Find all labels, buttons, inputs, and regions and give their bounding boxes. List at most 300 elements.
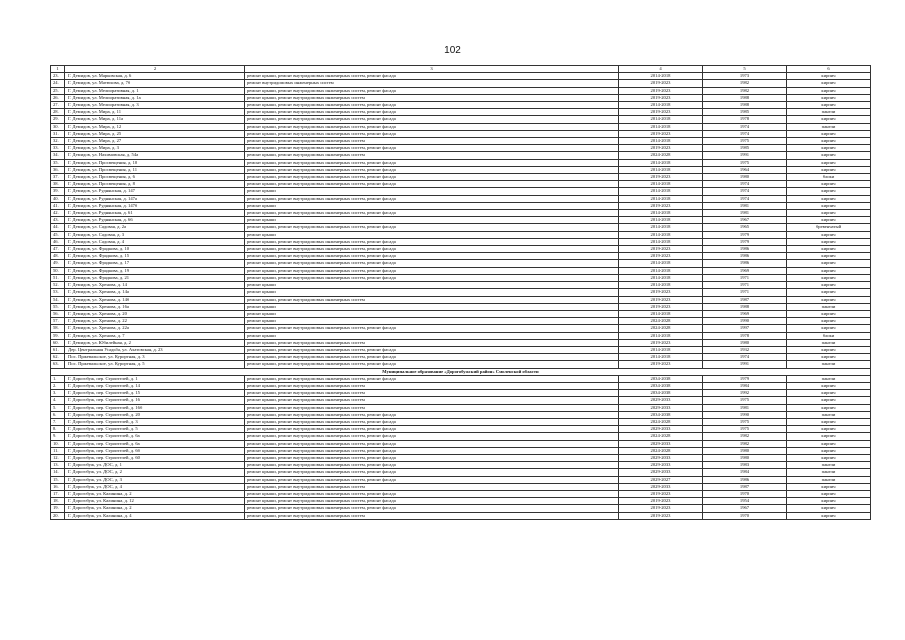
wall-material: кирпич [787, 426, 871, 433]
row-number: 33. [51, 145, 65, 152]
row-number: 62. [51, 354, 65, 361]
row-number: 49. [51, 260, 65, 267]
table-row [51, 512, 871, 519]
work-types: ремонт крыши, ремонт внутридомовых инженерных систем, ремонт фасада [245, 109, 619, 116]
year-built: 1988 [703, 94, 787, 101]
period: 2014-2018 [619, 260, 703, 267]
work-types: ремонт крыши, ремонт внутридомовых инженерных систем, ремонт фасада [245, 361, 619, 368]
address: Г. Демидов, ул. Хренова, д. 22 [65, 318, 245, 325]
row-number: 10. [51, 440, 65, 447]
table-row [51, 361, 871, 368]
row-number: 61. [51, 346, 65, 353]
year-built: 1965 [703, 224, 787, 231]
year-built: 1986 [703, 260, 787, 267]
address: Г. Демидов, ул. Нахимовская, д. 54а [65, 152, 245, 159]
table-row [51, 246, 871, 253]
work-types: ремонт крыши, ремонт внутридомовых инженерных систем [245, 138, 619, 145]
period: 2014-2018 [619, 123, 703, 130]
work-types: ремонт крыши, ремонт внутридомовых инженерных систем [245, 404, 619, 411]
year-built: 1967 [703, 217, 787, 224]
row-number: 11. [51, 447, 65, 454]
period: 2029-2033 [619, 469, 703, 476]
row-number: 38. [51, 181, 65, 188]
period: 2019-2023 [619, 339, 703, 346]
wall-material: кирпич [787, 274, 871, 281]
table-row [51, 202, 871, 209]
year-built: 1980 [703, 339, 787, 346]
table-row [51, 231, 871, 238]
address: Г. Демидов, ул. Просвещения, д. 11 [65, 166, 245, 173]
address: Г. Демидов, ул. Хренова, д. 14 [65, 282, 245, 289]
year-built: 1985 [703, 145, 787, 152]
table-row [51, 253, 871, 260]
wall-material: кирпич [787, 267, 871, 274]
year-built: 1986 [703, 476, 787, 483]
work-types: ремонт крыши [245, 318, 619, 325]
year-built: 1932 [703, 346, 787, 353]
year-built: 1975 [703, 397, 787, 404]
table-row [51, 195, 871, 202]
wall-material: кирпич [787, 505, 871, 512]
work-types: ремонт крыши, ремонт внутридомовых инженерных систем [245, 382, 619, 389]
work-types: ремонт крыши, ремонт внутридомовых инженерных систем [245, 483, 619, 490]
period: 2019-2023 [619, 246, 703, 253]
work-types: ремонт крыши, ремонт внутридомовых инженерных систем, ремонт фасада [245, 490, 619, 497]
period: 2029-2033 [619, 397, 703, 404]
year-built: 1974 [703, 195, 787, 202]
period: 2019-2023 [619, 512, 703, 519]
address: Г. Дорогобуж, пер. Строителей, д. 16 [65, 397, 245, 404]
table-row [51, 325, 871, 332]
year-built: 1979 [703, 238, 787, 245]
wall-material: кирпич [787, 217, 871, 224]
address: Г. Демидов, ул. Руднянская, д. 61 [65, 210, 245, 217]
row-number: 31. [51, 130, 65, 137]
work-types: ремонт крыши, ремонт внутридомовых инженерных систем, ремонт фасада [245, 238, 619, 245]
work-types: ремонт крыши, ремонт внутридомовых инженерных систем, ремонт фасада [245, 123, 619, 130]
wall-material: кирпич [787, 498, 871, 505]
table-row [51, 80, 871, 87]
year-built: 1982 [703, 87, 787, 94]
row-number: 51. [51, 274, 65, 281]
address: Г. Демидов, ул. Просвещения, д. 10 [65, 159, 245, 166]
wall-material: кирпич [787, 145, 871, 152]
row-number: 28. [51, 109, 65, 116]
wall-material: кирпич [787, 483, 871, 490]
work-types: ремонт крыши, ремонт внутридомовых инженерных систем, ремонт фасада [245, 274, 619, 281]
wall-material: бревенчатый [787, 224, 871, 231]
wall-material: кирпич [787, 130, 871, 137]
address: Г. Демидов, ул. Мира, д. 27 [65, 138, 245, 145]
year-built: 1974 [703, 123, 787, 130]
year-built: 1983 [703, 462, 787, 469]
table-row [51, 145, 871, 152]
address: 2 [65, 66, 245, 73]
work-types: ремонт крыши, ремонт внутридомовых инженерных систем [245, 512, 619, 519]
period: 2029-2033 [619, 426, 703, 433]
address: Г. Демидов, ул. Марковская, д. 6 [65, 73, 245, 80]
period: 2029-2033 [619, 462, 703, 469]
period: 2019-2023 [619, 361, 703, 368]
table-row [51, 346, 871, 353]
work-types: ремонт крыши, ремонт внутридомовых инженерных систем, ремонт фасада [245, 440, 619, 447]
work-types: ремонт крыши, ремонт внутридомовых инженерных систем, ремонт фасада [245, 130, 619, 137]
section-title: Муниципальное образование «Дорогобужский район» Смоленской области [51, 368, 871, 375]
year-built: 1991 [703, 361, 787, 368]
address: Г. Дорогобуж, пер. Строителей, д. 6а [65, 440, 245, 447]
work-types: ремонт крыши [245, 289, 619, 296]
year-built: 1985 [703, 109, 787, 116]
table-row [51, 498, 871, 505]
year-built: 1981 [703, 404, 787, 411]
period: 2029-2033 [619, 440, 703, 447]
year-built: 1970 [703, 490, 787, 497]
year-built: 1990 [703, 318, 787, 325]
work-types: ремонт крыши [245, 332, 619, 339]
row-number: 18. [51, 498, 65, 505]
year-built: 1978 [703, 116, 787, 123]
period: 2019-2023 [619, 490, 703, 497]
address: Г. Демидов, ул. Мира, д. 25 [65, 130, 245, 137]
wall-material: кирпич [787, 102, 871, 109]
address: Г. Демидов, ул. Хренова, д. 14б [65, 296, 245, 303]
work-types: ремонт крыши [245, 202, 619, 209]
year-built: 1974 [703, 130, 787, 137]
work-types: ремонт крыши, ремонт внутридомовых инженерных систем, ремонт фасада [245, 174, 619, 181]
address: Г. Дорогобуж, ул. ДОС, д. 4 [65, 483, 245, 490]
address: Г. Демидов, ул. Садовая, д. 4 [65, 238, 245, 245]
work-types: ремонт крыши, ремонт внутридомовых инженерных систем [245, 296, 619, 303]
row-number: 59. [51, 332, 65, 339]
period: 2019-2023 [619, 289, 703, 296]
year-built: 1980 [703, 454, 787, 461]
year-built: 1982 [703, 440, 787, 447]
work-types: ремонт крыши, ремонт внутридомовых инженерных систем, ремонт фасада [245, 433, 619, 440]
table-row [51, 332, 871, 339]
row-number: 5. [51, 404, 65, 411]
row-number: 29. [51, 116, 65, 123]
table-row [51, 123, 871, 130]
wall-material: кирпич [787, 397, 871, 404]
work-types: ремонт крыши, ремонт внутридомовых инженерных систем, ремонт фасада [245, 102, 619, 109]
wall-material: кирпич [787, 490, 871, 497]
table-row [51, 454, 871, 461]
year-built: 1990 [703, 411, 787, 418]
period: 2024-2028 [619, 152, 703, 159]
period: 2024-2028 [619, 325, 703, 332]
period: 2019-2023 [619, 109, 703, 116]
period: 2014-2018 [619, 354, 703, 361]
work-types: ремонт крыши, ремонт внутридомовых инженерных систем [245, 152, 619, 159]
row-number: 39. [51, 188, 65, 195]
table-row [51, 433, 871, 440]
period: 2014-2018 [619, 310, 703, 317]
row-number: 40. [51, 195, 65, 202]
table-row [51, 375, 871, 382]
work-types: ремонт крыши [245, 303, 619, 310]
period: 2019-2023 [619, 145, 703, 152]
wall-material: кирпич [787, 231, 871, 238]
address: Г. Дорогобуж, пер. Строителей, д. 5 [65, 426, 245, 433]
row-number: 6. [51, 411, 65, 418]
address: Г. Демидов, ул. Садовая, д. 3 [65, 231, 245, 238]
year-built: 1997 [703, 325, 787, 332]
work-types: ремонт крыши, ремонт внутридомовых инженерных систем, ремонт фасада [245, 354, 619, 361]
wall-material: панели [787, 303, 871, 310]
period: 2014-2018 [619, 210, 703, 217]
wall-material: панели [787, 109, 871, 116]
address: Пос. Пржевальское, ул. Курортная, д. 5 [65, 361, 245, 368]
work-types: ремонт крыши, ремонт внутридомовых инженерных систем, ремонт фасада [245, 195, 619, 202]
work-types: ремонт крыши [245, 310, 619, 317]
work-types: ремонт крыши, ремонт внутридомовых инженерных систем, ремонт фасада [245, 447, 619, 454]
period: 2014-2018 [619, 116, 703, 123]
period: 2014-2018 [619, 217, 703, 224]
address: Г. Демидов, ул. Фрадкова, д. 10 [65, 246, 245, 253]
year-built: 1954 [703, 498, 787, 505]
period: 2014-2018 [619, 274, 703, 281]
row-number: 16. [51, 483, 65, 490]
table-row [51, 447, 871, 454]
row-number: 1. [51, 375, 65, 382]
period: 2034-2038 [619, 411, 703, 418]
wall-material: кирпич [787, 512, 871, 519]
wall-material: кирпич [787, 210, 871, 217]
table-row [51, 116, 871, 123]
table-row [51, 181, 871, 188]
year-built: 1974 [703, 181, 787, 188]
address: Г. Дорогобуж, пер. Строителей, д. 14 [65, 382, 245, 389]
period: 2019-2023 [619, 505, 703, 512]
table-row [51, 130, 871, 137]
row-number: 19. [51, 505, 65, 512]
row-number: 35. [51, 159, 65, 166]
year-built: 1970 [703, 512, 787, 519]
wall-material: кирпич [787, 296, 871, 303]
period: 2029-2033 [619, 404, 703, 411]
wall-material: панели [787, 375, 871, 382]
wall-material: кирпич [787, 80, 871, 87]
work-types: ремонт крыши, ремонт внутридомовых инженерных систем, ремонт фасада [245, 73, 619, 80]
row-number: 41. [51, 202, 65, 209]
address: Г. Дорогобуж, ул. Калинина, д. 12 [65, 498, 245, 505]
period: 2014-2018 [619, 166, 703, 173]
year-built: 1987 [703, 296, 787, 303]
address: Г. Демидов, ул. Фрадкова, д. 19 [65, 267, 245, 274]
work-types: ремонт крыши, ремонт внутридомовых инженерных систем, ремонт фасада [245, 346, 619, 353]
wall-material: панели [787, 411, 871, 418]
address: Г. Демидов, ул. Матюхова, д. 7б [65, 80, 245, 87]
period: 2014-2018 [619, 332, 703, 339]
address: Г. Демидов, ул. Просвещения, д. 8 [65, 181, 245, 188]
row-number: 48. [51, 253, 65, 260]
wall-material: кирпич [787, 246, 871, 253]
work-types: ремонт крыши [245, 217, 619, 224]
wall-material: кирпич [787, 346, 871, 353]
address: Г. Демидов, ул. Мелиоративная, д. 1 [65, 87, 245, 94]
year-built: 1992 [703, 390, 787, 397]
wall-material: кирпич [787, 310, 871, 317]
year-built: 1986 [703, 253, 787, 260]
table-row [51, 174, 871, 181]
work-types: ремонт крыши, ремонт внутридомовых инженерных систем, ремонт фасада [245, 469, 619, 476]
address: Г. Дорогобуж, пер. Строителей, д. 6б [65, 447, 245, 454]
year-built: 1975 [703, 159, 787, 166]
wall-material: кирпич [787, 152, 871, 159]
period: 2029-2033 [619, 454, 703, 461]
table-row [51, 418, 871, 425]
address: Г. Демидов, ул. Хренова, д. 22а [65, 325, 245, 332]
table-row [51, 138, 871, 145]
wall-material: 6 [787, 66, 871, 73]
address: Г. Демидов, ул. Хренова, д. 14а [65, 289, 245, 296]
year-built: 1984 [703, 382, 787, 389]
table-row [51, 382, 871, 389]
row-number: 56. [51, 310, 65, 317]
row-number: 54. [51, 296, 65, 303]
row-number: 34. [51, 152, 65, 159]
period: 2024-2028 [619, 418, 703, 425]
period: 2019-2023 [619, 87, 703, 94]
period: 2014-2018 [619, 267, 703, 274]
wall-material: кирпич [787, 289, 871, 296]
work-types: ремонт крыши, ремонт внутридомовых инженерных систем, ремонт фасада [245, 375, 619, 382]
wall-material: кирпич [787, 282, 871, 289]
table-row [51, 73, 871, 80]
page-number: 102 [444, 45, 461, 56]
row-number: 26. [51, 94, 65, 101]
address: Г. Демидов, ул. Хренова, д. 7 [65, 332, 245, 339]
period: 4 [619, 66, 703, 73]
work-types: ремонт крыши, ремонт внутридомовых инженерных систем, ремонт фасада [245, 116, 619, 123]
wall-material: панели [787, 361, 871, 368]
work-types: ремонт крыши, ремонт внутридомовых инженерных систем, ремонт фасада [245, 224, 619, 231]
year-built: 1974 [703, 188, 787, 195]
table-row [51, 188, 871, 195]
table-row [51, 159, 871, 166]
table-row [51, 274, 871, 281]
work-types: ремонт крыши, ремонт внутридомовых инженерных систем, ремонт фасада [245, 476, 619, 483]
address: Г. Демидов, ул. Руднянская, д. 147 [65, 188, 245, 195]
work-types: ремонт крыши, ремонт внутридомовых инженерных систем [245, 339, 619, 346]
period: 2034-2038 [619, 390, 703, 397]
year-built: 1967 [703, 505, 787, 512]
wall-material: кирпич [787, 94, 871, 101]
renovation-table [50, 65, 871, 520]
row-number: 23. [51, 73, 65, 80]
row-number: 12. [51, 454, 65, 461]
period: 2019-2023 [619, 80, 703, 87]
work-types: ремонт крыши, ремонт внутридомовых инженерных систем [245, 390, 619, 397]
row-number: 7. [51, 418, 65, 425]
address: Г. Дорогобуж, пер. Строителей, д. 6а [65, 433, 245, 440]
table-row [51, 267, 871, 274]
year-built: 1971 [703, 274, 787, 281]
wall-material: кирпич [787, 354, 871, 361]
row-number: 24. [51, 80, 65, 87]
table-row [51, 87, 871, 94]
address: Г. Демидов, ул. Мелиоративная, д. 3 [65, 102, 245, 109]
period: 2024-2028 [619, 318, 703, 325]
year-built: 1988 [703, 102, 787, 109]
table-row [51, 318, 871, 325]
wall-material: кирпич [787, 195, 871, 202]
table-row [51, 426, 871, 433]
work-types: ремонт крыши, ремонт внутридомовых инженерных систем, ремонт фасада [245, 145, 619, 152]
year-built: 1978 [703, 332, 787, 339]
row-number: 43. [51, 217, 65, 224]
row-number: 57. [51, 318, 65, 325]
address: Г. Демидов, ул. Руднянская, д. 147б [65, 202, 245, 209]
table-row [51, 354, 871, 361]
work-types: ремонт крыши, ремонт внутридомовых инженерных систем [245, 397, 619, 404]
period: 2014-2018 [619, 282, 703, 289]
wall-material: кирпич [787, 454, 871, 461]
wall-material: кирпич [787, 181, 871, 188]
wall-material: панели [787, 339, 871, 346]
period: 2019-2023 [619, 94, 703, 101]
address: Г. Дорогобуж, пер. Строителей, д. 20 [65, 411, 245, 418]
address: Г. Демидов, ул. Руднянская, д. 66 [65, 217, 245, 224]
year-built: 1982 [703, 433, 787, 440]
address: Г. Дорогобуж, ул. ДОС, д. 2 [65, 469, 245, 476]
period: 2014-2018 [619, 195, 703, 202]
address: Г. Демидов, ул. Мира, д. 3 [65, 145, 245, 152]
wall-material: кирпич [787, 325, 871, 332]
work-types: ремонт крыши, ремонт внутридомовых инженерных систем, ремонт фасада [245, 411, 619, 418]
period: 2034-2038 [619, 375, 703, 382]
wall-material: кирпич [787, 440, 871, 447]
address: Г. Дорогобуж, ул. ДОС, д. 1 [65, 462, 245, 469]
row-number: 37. [51, 174, 65, 181]
row-number: 36. [51, 166, 65, 173]
row-number: 13. [51, 462, 65, 469]
row-number: 63. [51, 361, 65, 368]
row-number: 25. [51, 87, 65, 94]
row-number: 1 [51, 66, 65, 73]
address: Г. Дорогобуж, пер. Строителей, д. 60 [65, 454, 245, 461]
table-row [51, 94, 871, 101]
year-built: 5 [703, 66, 787, 73]
row-number: 30. [51, 123, 65, 130]
address: Г. Демидов, ул. Юбилейная, д. 2 [65, 339, 245, 346]
row-number: 15. [51, 476, 65, 483]
work-types: ремонт крыши, ремонт внутридомовых инженерных систем, ремонт фасада [245, 210, 619, 217]
wall-material: кирпич [787, 87, 871, 94]
period: 2014-2018 [619, 238, 703, 245]
wall-material: панели [787, 469, 871, 476]
wall-material: кирпич [787, 73, 871, 80]
year-built: 1980 [703, 447, 787, 454]
work-types: ремонт крыши, ремонт внутридомовых инженерных систем, ремонт фасада [245, 454, 619, 461]
table-row [51, 296, 871, 303]
table-row [51, 217, 871, 224]
year-built: 1969 [703, 310, 787, 317]
work-types: ремонт крыши, ремонт внутридомовых инженерных систем, ремонт фасада [245, 246, 619, 253]
period: 2019-2023 [619, 498, 703, 505]
address: Г. Демидов, ул. Мира, д. 11 [65, 109, 245, 116]
address: Г. Демидов, ул. Мира, д. 11а [65, 116, 245, 123]
work-types: ремонт крыши, ремонт внутридомовых инженерных систем, ремонт фасада [245, 159, 619, 166]
row-number: 50. [51, 267, 65, 274]
table-row [51, 210, 871, 217]
year-built: 1974 [703, 354, 787, 361]
table-row [51, 224, 871, 231]
wall-material: кирпич [787, 418, 871, 425]
year-built: 1975 [703, 418, 787, 425]
row-number: 4. [51, 397, 65, 404]
period: 2014-2018 [619, 188, 703, 195]
